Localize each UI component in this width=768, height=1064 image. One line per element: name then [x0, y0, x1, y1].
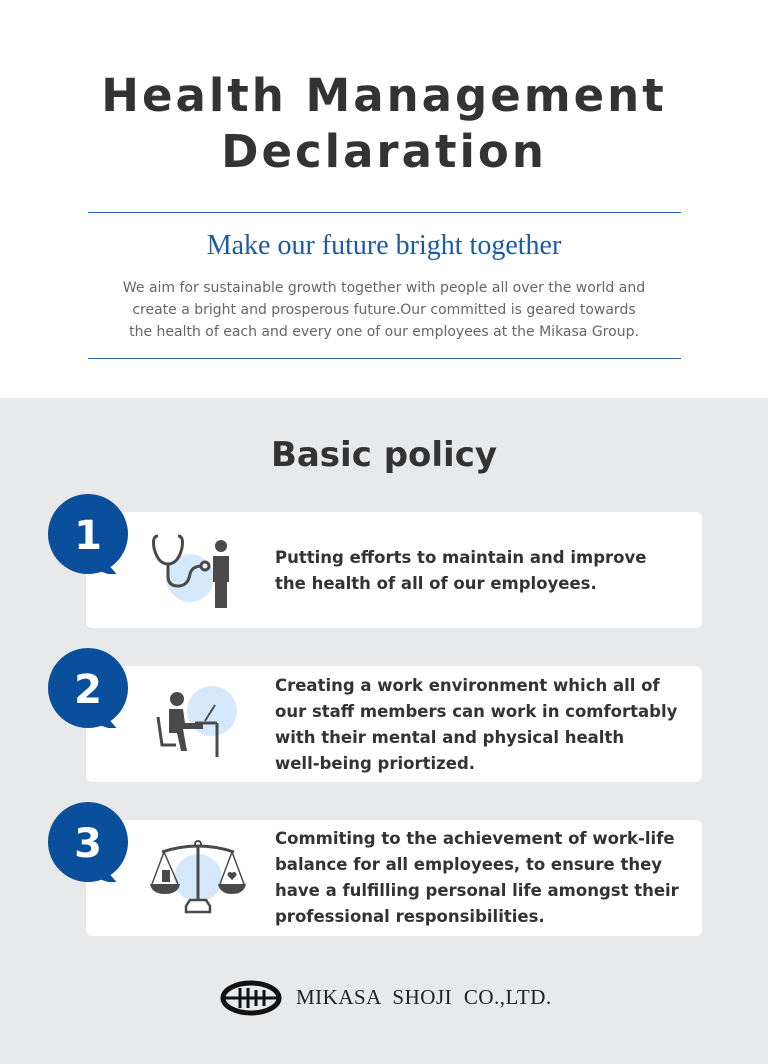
policy-text-2 — [275, 673, 700, 777]
intro-text — [80, 277, 688, 343]
policy-line: Creating a work environment which all of — [275, 676, 660, 695]
divider — [88, 212, 681, 213]
company-logo-icon — [220, 980, 282, 1016]
balance-scale-icon — [150, 838, 246, 914]
policy-line: well-being priortized. — [275, 754, 476, 773]
policy-line: with their mental and physical health — [275, 728, 625, 747]
person-at-desk-icon — [155, 685, 245, 760]
title-line: Health Management — [101, 69, 667, 122]
number-badge-3 — [48, 802, 128, 882]
title-line: Declaration — [221, 125, 547, 178]
subtitle: Make our future bright together — [206, 230, 562, 261]
policy-line: Putting efforts to maintain and improve — [275, 548, 647, 567]
policy-text-1 — [275, 545, 700, 597]
header-section — [0, 0, 768, 398]
policy-line: our staff members can work in comfortably — [275, 702, 678, 721]
policy-heading: Basic policy — [270, 435, 498, 475]
divider — [88, 358, 681, 359]
number-badge-2 — [48, 648, 128, 728]
policy-line: professional responsibilities. — [275, 907, 545, 926]
svg-text:2: 2 — [74, 667, 102, 713]
policy-line: Commiting to the achievement of work-life — [275, 829, 675, 848]
policy-line: have a fulfilling personal life amongst their — [275, 881, 679, 900]
intro-line: create a bright and prosperous future.Our committed is geared towards — [132, 302, 636, 318]
policy-line: the health of all of our employees. — [275, 574, 597, 593]
stethoscope-person-icon — [150, 530, 240, 612]
intro-line: the health of each and every one of our employees at the Mikasa Group. — [129, 324, 639, 340]
policy-text-3 — [275, 826, 700, 930]
intro-line: We aim for sustainable growth together with people all over the world and — [122, 280, 646, 296]
svg-text:3: 3 — [74, 821, 102, 867]
company-name: MIKASA SHOJI CO.,LTD. — [296, 985, 552, 1009]
svg-text:1: 1 — [74, 513, 102, 559]
page-title — [0, 68, 768, 180]
policy-line: balance for all employees, to ensure they — [275, 855, 663, 874]
number-badge-1 — [48, 494, 128, 574]
